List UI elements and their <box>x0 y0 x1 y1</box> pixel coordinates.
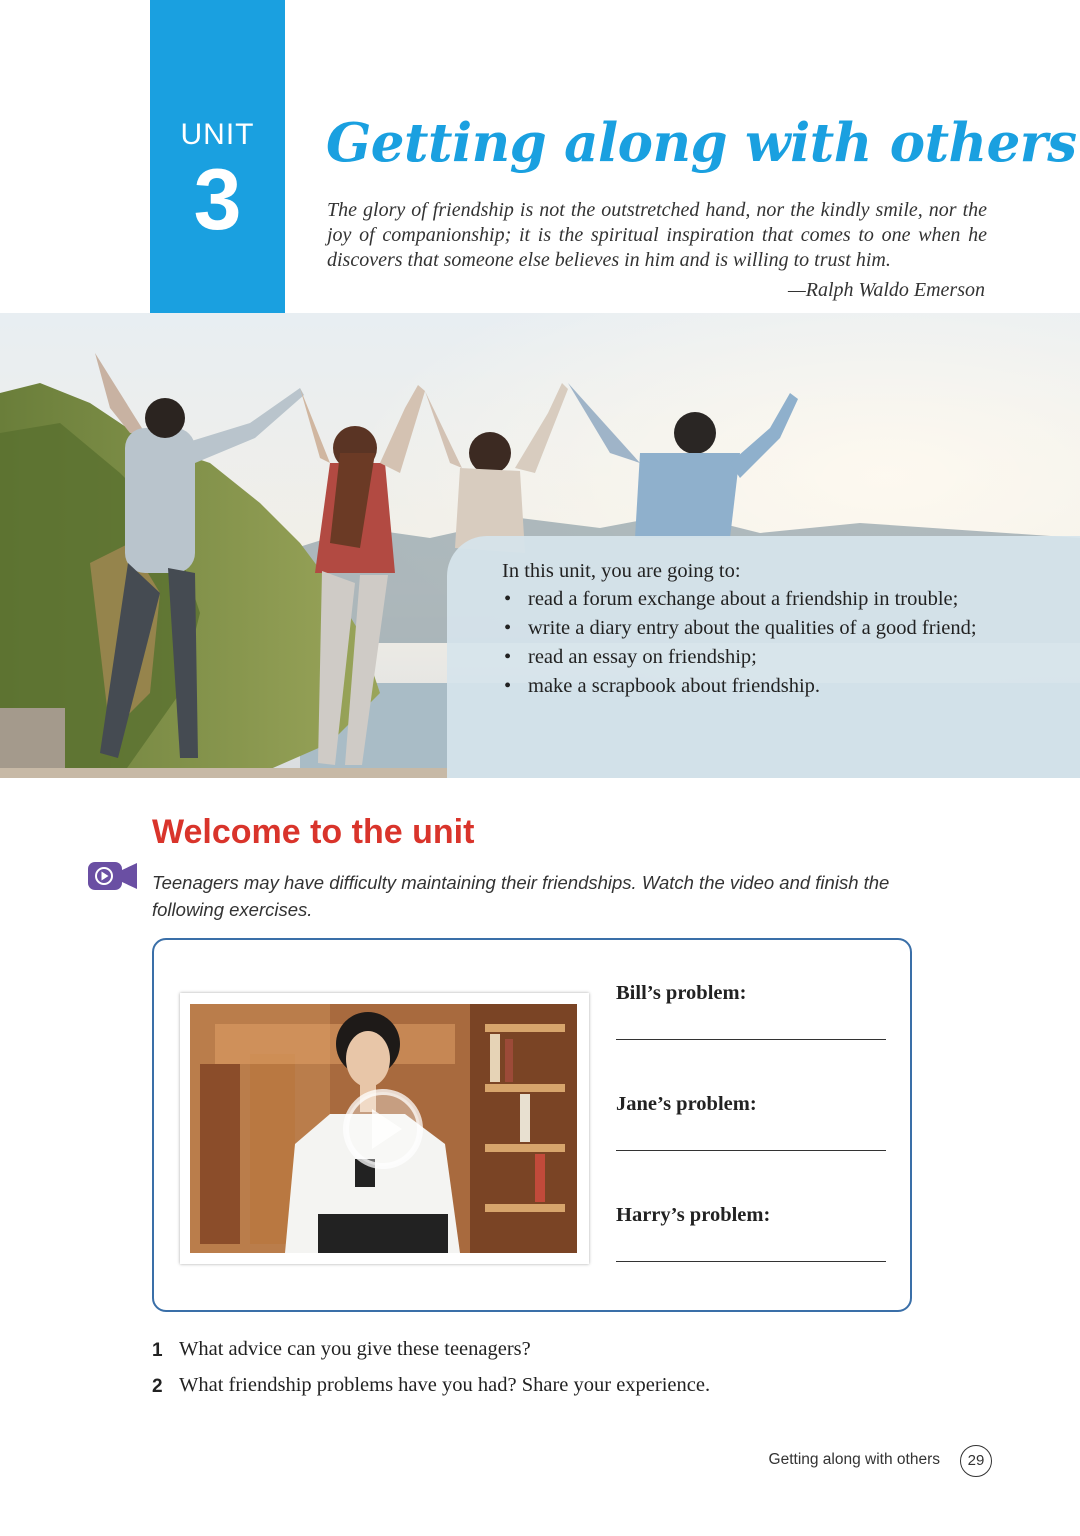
goal-item: • read an essay on friendship; <box>502 645 1022 669</box>
instructions: Teenagers may have difficulty maintaining their friendships. Watch the video and finish the following exercises. <box>152 872 890 920</box>
jane-answer-line[interactable] <box>616 1150 886 1151</box>
bill-answer-line[interactable] <box>616 1039 886 1040</box>
unit-goals-box <box>447 536 1080 778</box>
goals-list <box>502 587 1022 703</box>
quote-author: —Ralph Waldo Emerson <box>787 279 985 301</box>
goals-intro: In this unit, you are going to: <box>502 560 741 582</box>
video-camera-icon <box>87 860 139 892</box>
goal-item: • make a scrapbook about friendship. <box>502 674 1022 698</box>
epigraph-quote: The glory of friendship is not the outstretched hand, nor the kindly smile, nor the joy of companionship; it is the spiritual inspiration that comes to one when he discovers that someone else believes in him and is willing to trust him. <box>327 199 987 271</box>
question-text: What friendship problems have you had? Share your experience. <box>179 1374 711 1396</box>
play-icon[interactable] <box>346 1092 420 1166</box>
question-number: 2 <box>152 1376 163 1397</box>
question-number: 1 <box>152 1340 163 1361</box>
section-heading: Welcome to the unit <box>152 813 475 851</box>
goal-item: • read a forum exchange about a friendship in trouble; <box>502 587 1022 611</box>
running-footer-title: Getting along with others <box>768 1451 940 1468</box>
video-player[interactable] <box>190 1004 577 1253</box>
question-text: What advice can you give these teenagers? <box>179 1338 531 1360</box>
unit-title: Getting along with others <box>326 112 1077 174</box>
video-frame <box>180 993 589 1264</box>
unit-label: UNIT <box>180 118 255 151</box>
unit-number: 3 <box>193 152 242 248</box>
jane-problem-label: Jane’s problem: <box>616 1093 757 1115</box>
bill-problem-label: Bill’s problem: <box>616 982 747 1004</box>
goal-item: • write a diary entry about the qualities of a good friend; <box>502 616 1022 640</box>
unit-badge <box>150 0 285 313</box>
harry-problem-label: Harry’s problem: <box>616 1204 771 1226</box>
page-number: 29 <box>960 1445 992 1477</box>
harry-answer-line[interactable] <box>616 1261 886 1262</box>
